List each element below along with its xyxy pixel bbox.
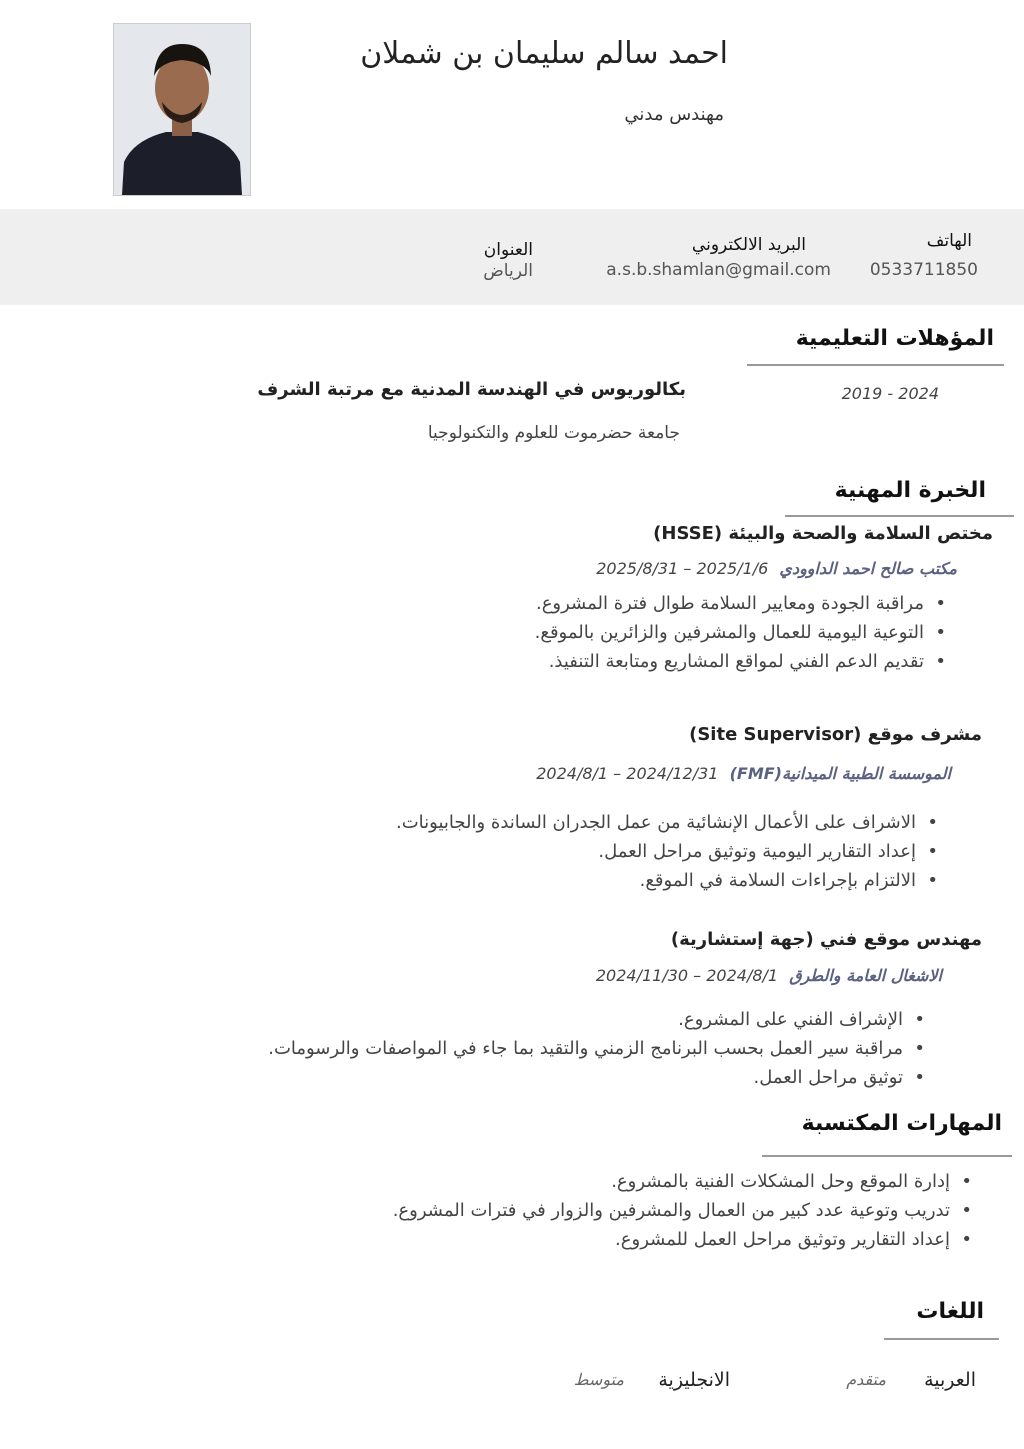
job-2-bullets [396, 808, 938, 895]
list-item: • إعداد التقارير اليومية وتوثيق مراحل العمل. [396, 837, 916, 866]
job-1-dates: 2025/1/6 – 2025/8/31 [596, 559, 769, 578]
job-1-bullets [535, 589, 946, 676]
job-3-dates: 2024/8/1 – 2024/11/30 [595, 966, 779, 985]
education-university: جامعة حضرموت للعلوم والتكنولوجيا [427, 423, 680, 443]
phone-label: الهاتف [926, 231, 972, 251]
experience-heading: الخبرة المهنية [834, 478, 986, 503]
languages-divider [884, 1338, 999, 1340]
list-item: • إدارة الموقع وحل المشكلات الفنية بالمشروع. [393, 1167, 950, 1196]
education-divider [747, 364, 1004, 366]
education-degree: بكالوريوس في الهندسة المدنية مع مرتبة الشرف [257, 379, 686, 400]
language-english: الانجليزية [658, 1369, 730, 1391]
education-period: 2019 - 2024 [841, 384, 939, 403]
contact-bar [0, 209, 1024, 305]
list-item: • توثيق مراحل العمل. [268, 1063, 903, 1092]
list-item: • مراقبة سير العمل بحسب البرنامج الزمني والتقيد بما جاء في المواصفات والرسومات. [268, 1034, 903, 1063]
language-english-level: متوسط [573, 1370, 624, 1389]
job-2-org: الموسسة الطبية الميدانية(FMF) [729, 764, 951, 783]
education-heading: المؤهلات التعليمية [795, 326, 994, 351]
full-name: احمد سالم سليمان بن شملان [360, 36, 728, 71]
email-value[interactable]: a.s.b.shamlan@gmail.com [606, 260, 831, 280]
job-3-meta [596, 966, 942, 985]
list-item: • تقديم الدعم الفني لمواقع المشاريع ومتابعة التنفيذ. [535, 647, 924, 676]
phone-value[interactable]: 0533711850 [869, 260, 978, 280]
person-photo-icon [114, 24, 250, 195]
job-1-org: مكتب صالح احمد الداوودي [779, 559, 957, 578]
list-item: • الاشراف على الأعمال الإنشائية من عمل الجدران الساندة والجابيونات. [396, 808, 916, 837]
address-label: العنوان [483, 240, 533, 260]
list-item: • الإشراف الفني على المشروع. [268, 1005, 903, 1034]
job-2-dates: 2024/8/1 – 2024/12/31 [536, 764, 719, 783]
job-title: مهندس مدني [624, 104, 724, 125]
language-arabic: العربية [924, 1369, 976, 1391]
list-item: • الالتزام بإجراءات السلامة في الموقع. [396, 866, 916, 895]
list-item: • إعداد التقارير وتوثيق مراحل العمل للمشروع. [393, 1225, 950, 1254]
job-3-title: مهندس موقع فني (جهة إستشارية) [670, 929, 982, 950]
job-1-meta [596, 559, 957, 578]
job-3-org: الاشغال العامة والطرق [789, 966, 942, 985]
job-2-meta [536, 764, 951, 783]
list-item: • تدريب وتوعية عدد كبير من العمال والمشرفين والزوار في فترات المشروع. [393, 1196, 950, 1225]
skills-list [393, 1167, 972, 1254]
language-arabic-level: متقدم [846, 1370, 886, 1389]
profile-photo [113, 23, 251, 196]
address-value: الرياض [483, 261, 533, 281]
job-3-bullets [268, 1005, 925, 1092]
list-item: • مراقبة الجودة ومعايير السلامة طوال فترة المشروع. [535, 589, 924, 618]
languages-heading: اللغات [916, 1299, 984, 1324]
experience-divider [785, 515, 1014, 517]
job-2-title: مشرف موقع (Site Supervisor) [689, 724, 982, 745]
list-item: • التوعية اليومية للعمال والمشرفين والزائرين بالموقع. [535, 618, 924, 647]
skills-divider [762, 1155, 1012, 1157]
job-1-title: مختص السلامة والصحة والبيئة (HSSE) [653, 523, 993, 544]
email-label: البريد الالكتروني [691, 235, 806, 255]
skills-heading: المهارات المكتسبة [801, 1111, 1002, 1136]
